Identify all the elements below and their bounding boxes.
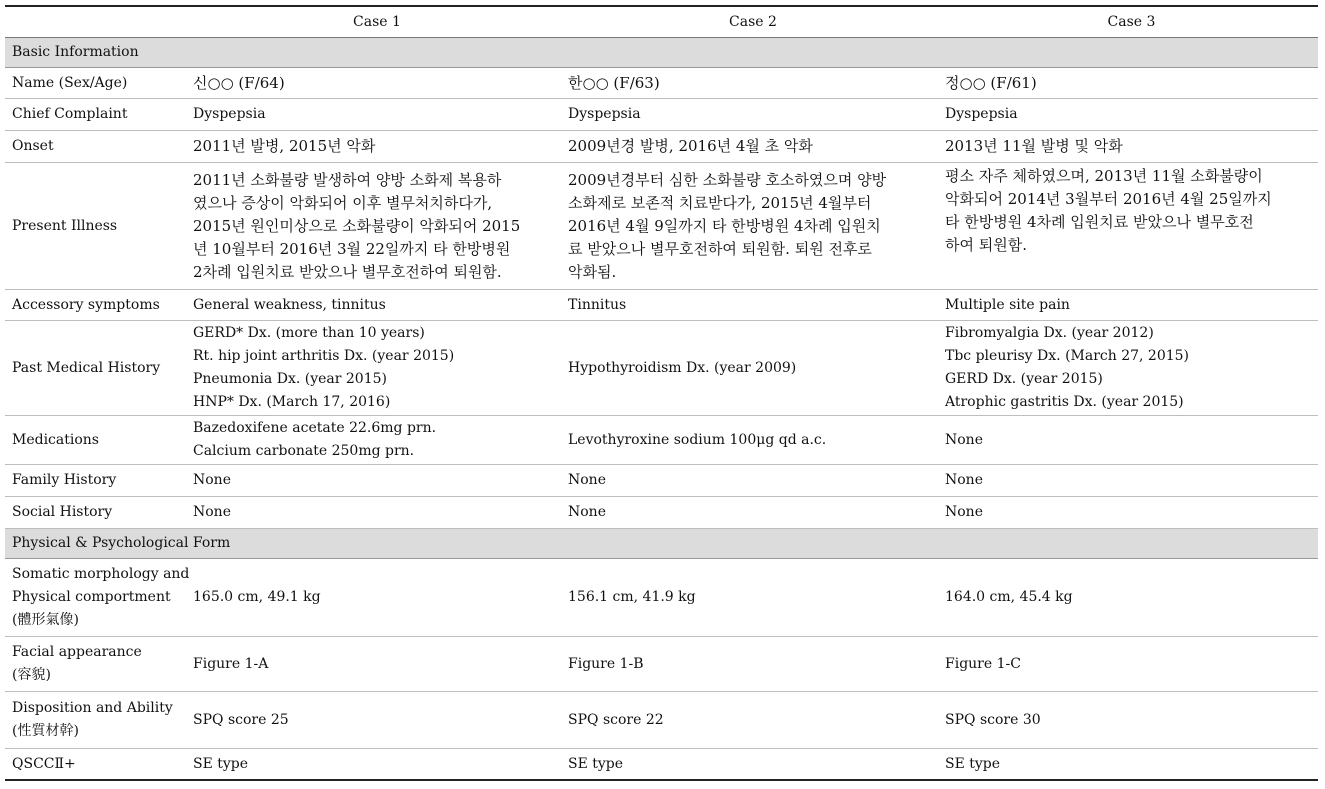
pmh-case-1-line: HNP* Dx. (March 17, 2016) xyxy=(193,394,391,410)
row-past-medical-history xyxy=(5,321,1318,416)
row-social-history xyxy=(5,497,1318,529)
present-case-2-line: 소화제로 보존적 치료받다가, 2015년 4월부터 xyxy=(568,193,872,212)
row-accessory-case-2: Tinnitus xyxy=(561,290,938,321)
row-family-case-3: None xyxy=(938,465,1318,497)
present-case-3-line: 평소 자주 체하였으며, 2013년 11월 소화불량이 xyxy=(945,167,1263,185)
row-pmh-case-1 xyxy=(186,321,561,416)
row-family-label: Family History xyxy=(5,465,186,497)
case-comparison-table xyxy=(5,5,1318,781)
medications-case-1-line: Calcium carbonate 250mg prn. xyxy=(193,443,415,459)
row-chief-case-1: Dyspepsia xyxy=(186,99,561,131)
row-qscc-case-1: SE type xyxy=(186,749,561,781)
row-name-case-3: 정○○ (F/61) xyxy=(938,68,1318,99)
row-chief-label: Chief Complaint xyxy=(5,99,186,131)
section-basic-title: Basic Information xyxy=(5,38,1318,68)
row-name-label: Name (Sex/Age) xyxy=(5,68,186,99)
header-case-3: Case 3 xyxy=(938,6,1318,38)
row-somatic-case-2: 156.1 cm, 41.9 kg xyxy=(561,559,938,637)
row-facial-case-3: Figure 1-C xyxy=(938,637,1318,692)
row-somatic-morphology xyxy=(5,559,1318,637)
disposition-label-line: (性質材幹) xyxy=(12,723,79,739)
row-somatic-case-3: 164.0 cm, 45.4 kg xyxy=(938,559,1318,637)
row-medications xyxy=(5,416,1318,465)
pmh-case-1-line: Pneumonia Dx. (year 2015) xyxy=(193,371,387,387)
row-social-case-1: None xyxy=(186,497,561,529)
row-onset-case-3: 2013년 11월 발병 및 악화 xyxy=(938,131,1318,163)
pmh-case-1-line: Rt. hip joint arthritis Dx. (year 2015) xyxy=(193,348,455,364)
row-chief-case-2: Dyspepsia xyxy=(561,99,938,131)
header-row xyxy=(5,6,1318,38)
somatic-label-line: Physical comportment xyxy=(12,589,171,605)
row-facial-case-2: Figure 1-B xyxy=(561,637,938,692)
pmh-case-3-line: Tbc pleurisy Dx. (March 27, 2015) xyxy=(945,348,1190,364)
pmh-case-3-line: Fibromyalgia Dx. (year 2012) xyxy=(945,325,1154,341)
present-case-1-line: 2015년 원인미상으로 소화불량이 악화되어 2015 xyxy=(193,216,521,235)
header-case-2: Case 2 xyxy=(561,6,938,38)
row-accessory-symptoms xyxy=(5,290,1318,321)
pmh-case-1-line: GERD* Dx. (more than 10 years) xyxy=(193,325,425,341)
header-case-1: Case 1 xyxy=(186,6,561,38)
row-medications-case-1 xyxy=(186,416,561,465)
present-case-2-line: 2009년경부터 심한 소화불량 호소하였으며 양방 xyxy=(568,170,887,189)
row-disposition-label xyxy=(5,692,186,749)
row-disposition-case-1: SPQ score 25 xyxy=(186,692,561,749)
row-present-label: Present Illness xyxy=(5,163,186,290)
row-medications-case-3: None xyxy=(938,416,1318,465)
row-family-history xyxy=(5,465,1318,497)
row-present-case-2 xyxy=(561,163,938,290)
present-case-1-line: 년 10월부터 2016년 3월 22일까지 타 한방병원 xyxy=(193,239,511,258)
row-accessory-case-3: Multiple site pain xyxy=(938,290,1318,321)
present-case-3-line: 타 한방병원 4차례 입원치료 받았으나 별무호전 xyxy=(945,213,1254,231)
row-qscc-label: QSCCⅡ+ xyxy=(5,749,186,781)
row-pmh-label: Past Medical History xyxy=(5,321,186,416)
row-accessory-case-1: General weakness, tinnitus xyxy=(186,290,561,321)
present-case-3-line: 악화되어 2014년 3월부터 2016년 4월 25일까지 xyxy=(945,190,1272,208)
row-medications-label: Medications xyxy=(5,416,186,465)
row-name-case-1: 신○○ (F/64) xyxy=(186,68,561,99)
row-qscc xyxy=(5,749,1318,781)
section-basic-information xyxy=(5,38,1318,68)
row-name xyxy=(5,68,1318,99)
section-physical-psychological xyxy=(5,529,1318,559)
row-chief-complaint xyxy=(5,99,1318,131)
row-facial-appearance xyxy=(5,637,1318,692)
somatic-label-line: Somatic morphology and xyxy=(12,566,190,582)
row-social-label: Social History xyxy=(5,497,186,529)
row-present-illness xyxy=(5,163,1318,290)
present-case-2-line: 악화됨. xyxy=(568,262,617,281)
facial-label-line: (容貌) xyxy=(12,667,51,683)
medications-case-1-line: Bazedoxifene acetate 22.6mg prn. xyxy=(193,420,437,436)
pmh-case-3-line: GERD Dx. (year 2015) xyxy=(945,371,1103,387)
row-social-case-3: None xyxy=(938,497,1318,529)
present-case-1-line: 였으나 증상이 악화되어 이후 별무처치하다가, xyxy=(193,193,493,212)
row-qscc-case-3: SE type xyxy=(938,749,1318,781)
row-medications-case-2: Levothyroxine sodium 100μg qd a.c. xyxy=(561,416,938,465)
row-chief-case-3: Dyspepsia xyxy=(938,99,1318,131)
present-case-2-line: 료 받았으나 별무호전하여 퇴원함. 퇴원 전후로 xyxy=(568,239,872,258)
row-somatic-case-1: 165.0 cm, 49.1 kg xyxy=(186,559,561,637)
row-disposition-case-2: SPQ score 22 xyxy=(561,692,938,749)
pmh-case-3-line: Atrophic gastritis Dx. (year 2015) xyxy=(945,394,1184,410)
row-social-case-2: None xyxy=(561,497,938,529)
row-pmh-case-2: Hypothyroidism Dx. (year 2009) xyxy=(561,321,938,416)
row-name-case-2: 한○○ (F/63) xyxy=(561,68,938,99)
row-qscc-case-2: SE type xyxy=(561,749,938,781)
row-present-case-3 xyxy=(938,163,1318,290)
row-disposition-case-3: SPQ score 30 xyxy=(938,692,1318,749)
row-onset xyxy=(5,131,1318,163)
row-disposition-ability xyxy=(5,692,1318,749)
present-case-1-line: 2차례 입원치료 받았으나 별무호전하여 퇴원함. xyxy=(193,262,502,281)
header-empty xyxy=(5,6,186,38)
facial-label-line: Facial appearance xyxy=(12,644,142,660)
row-pmh-case-3 xyxy=(938,321,1318,416)
row-onset-case-2: 2009년경 발병, 2016년 4월 초 악화 xyxy=(561,131,938,163)
somatic-label-line: (體形氣像) xyxy=(12,612,79,628)
row-onset-case-1: 2011년 발병, 2015년 악화 xyxy=(186,131,561,163)
row-family-case-1: None xyxy=(186,465,561,497)
present-case-2-line: 2016년 4월 9일까지 타 한방병원 4차례 입원치 xyxy=(568,216,881,235)
row-facial-case-1: Figure 1-A xyxy=(186,637,561,692)
row-onset-label: Onset xyxy=(5,131,186,163)
present-case-1-line: 2011년 소화불량 발생하여 양방 소화제 복용하 xyxy=(193,170,502,189)
present-case-3-line: 하여 퇴원함. xyxy=(945,236,1027,254)
row-accessory-label: Accessory symptoms xyxy=(5,290,186,321)
disposition-label-line: Disposition and Ability xyxy=(12,700,173,716)
row-facial-label xyxy=(5,637,186,692)
row-family-case-2: None xyxy=(561,465,938,497)
row-present-case-1 xyxy=(186,163,561,290)
row-somatic-label xyxy=(5,559,190,637)
section-physical-title: Physical & Psychological Form xyxy=(5,529,1318,559)
